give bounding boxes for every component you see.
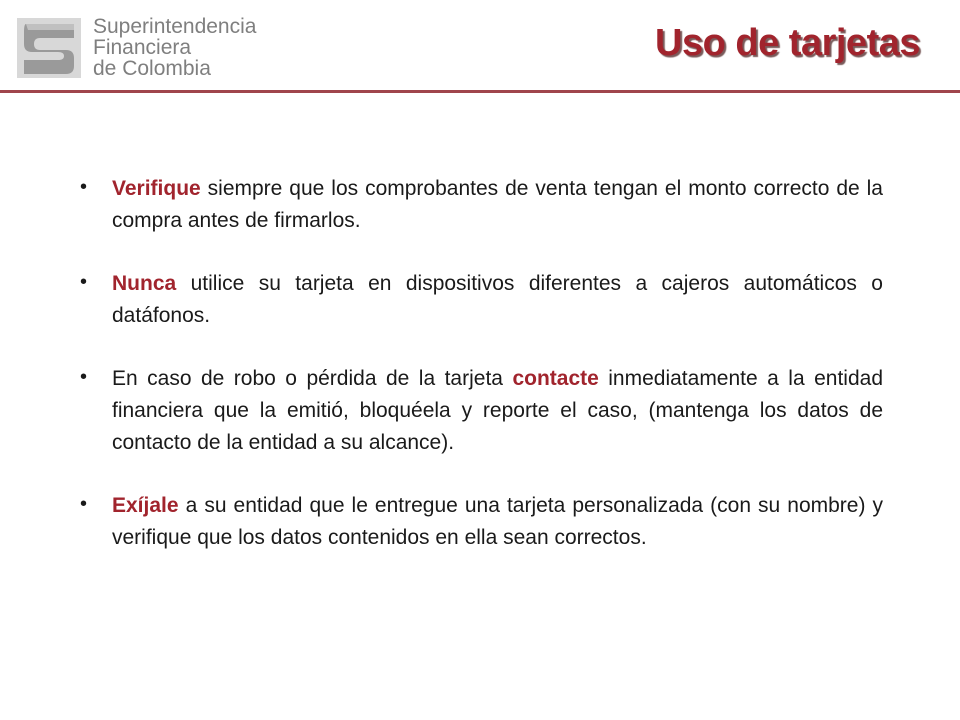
- header-divider: [0, 90, 960, 93]
- slide-header: [0, 0, 960, 95]
- bullet-text-post: utilice su tarjeta en dispositivos diferentes a cajeros automáticos o datáfonos.: [112, 272, 883, 327]
- bullet-text-post: a su entidad que le entregue una tarjeta personalizada (con su nombre) y verifique que los datos contenidos en ella sean correctos.: [112, 494, 883, 549]
- bullet-icon: •: [80, 176, 88, 198]
- slide-title: Uso de tarjetas: [655, 22, 920, 64]
- logo-line: Financiera: [93, 36, 192, 59]
- bullet-text-pre: En caso de robo o pérdida de la tarjeta: [112, 367, 513, 390]
- bullet-text-post: inmediatamente a la entidad financiera que la emitió, bloquéela y reporte el caso, (mantenga los datos de contacto de la entidad a su alcance).: [112, 367, 883, 454]
- bullet-item: [80, 363, 883, 459]
- bullet-item: [80, 173, 883, 237]
- bullet-item: [80, 490, 883, 554]
- sfc-logo-mark-icon: [14, 12, 84, 82]
- bullet-text-post: siempre que los comprobantes de venta tengan el monto correcto de la compra antes de firmarlos.: [112, 177, 883, 232]
- sfc-logo: [14, 12, 257, 82]
- bullet-keyword: Nunca: [112, 272, 177, 295]
- bullet-icon: •: [80, 271, 88, 293]
- sfc-logo-text: [93, 16, 256, 79]
- bullet-keyword: Exíjale: [112, 494, 179, 517]
- logo-line: de Colombia: [93, 57, 211, 80]
- bullet-keyword: Verifique: [112, 177, 201, 200]
- bullet-icon: •: [80, 366, 88, 388]
- bullet-list: [80, 173, 883, 585]
- bullet-item: [80, 268, 883, 332]
- bullet-keyword: contacte: [512, 367, 599, 390]
- logo-line: Superintendencia: [93, 15, 257, 38]
- bullet-icon: •: [80, 493, 88, 515]
